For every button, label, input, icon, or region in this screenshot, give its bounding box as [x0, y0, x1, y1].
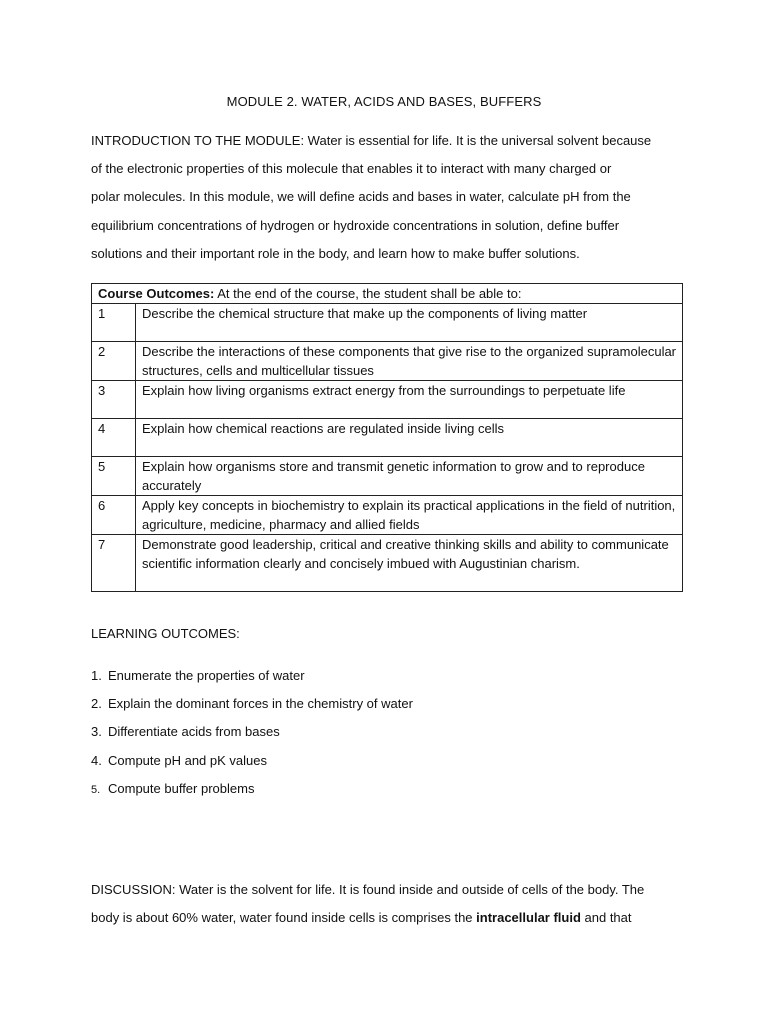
- table-row: [92, 342, 683, 381]
- list-item: [91, 723, 413, 751]
- list-item: [91, 695, 413, 723]
- list-item-text: Compute buffer problems: [108, 780, 255, 796]
- table-header-row: [92, 284, 683, 304]
- outcome-text: Explain how organisms store and transmit genetic information to grow and to reproduce accurately: [136, 457, 683, 496]
- table-row: [92, 381, 683, 419]
- course-outcomes-intro: At the end of the course, the student shall be able to:: [214, 286, 522, 301]
- module-title: MODULE 2. WATER, ACIDS AND BASES, BUFFERS: [226, 94, 542, 109]
- list-item-text: Explain the dominant forces in the chemistry of water: [108, 696, 413, 712]
- learning-outcomes-list: [91, 667, 413, 808]
- outcome-text: Explain how living organisms extract energy from the surroundings to perpetuate life: [136, 381, 683, 419]
- intro-line: polar molecules. In this module, we will define acids and bases in water, calculate pH from the: [91, 189, 631, 205]
- table-header-cell: [92, 284, 683, 304]
- intro-line: equilibrium concentrations of hydrogen or hydroxide concentrations in solution, define buffer: [91, 217, 620, 233]
- list-item: [91, 752, 413, 780]
- list-item: [91, 667, 413, 695]
- intro-line: solutions and their important role in the body, and learn how to make buffer solutions.: [91, 245, 580, 261]
- intro-line: of the electronic properties of this molecule that enables it to interact with many charged or: [91, 161, 612, 177]
- discussion-line: DISCUSSION: Water is the solvent for life. It is found inside and outside of cells of the body. The: [91, 882, 645, 897]
- list-item: [91, 780, 413, 808]
- list-item-number: 3.: [91, 724, 102, 740]
- outcome-number: 6: [92, 496, 136, 535]
- discussion-line-start: body is about 60% water, water found inside cells is comprises the: [91, 910, 477, 926]
- outcome-text: Demonstrate good leadership, critical and creative thinking skills and ability to communicate scientific information clearly and concisely imbued with Augustinian charism.: [136, 535, 683, 592]
- table-row: [92, 535, 683, 592]
- intro-paragraph: [91, 127, 681, 268]
- list-item-number: 4.: [91, 752, 102, 768]
- course-outcomes-table: [91, 283, 683, 592]
- discussion-paragraph: [91, 876, 685, 932]
- list-item-text: Enumerate the properties of water: [108, 668, 305, 683]
- list-item-number: 5.: [91, 783, 101, 796]
- outcome-text: Describe the chemical structure that make up the components of living matter: [136, 304, 683, 342]
- list-item-number: 2.: [91, 696, 102, 712]
- list-item-text: Compute pH and pK values: [108, 752, 267, 768]
- intracellular-fluid-term: intracellular fluid: [476, 910, 581, 926]
- outcome-text: Apply key concepts in biochemistry to explain its practical applications in the field of nutrition, agriculture, medicine, pharmacy and allied fields: [136, 496, 683, 535]
- table-row: [92, 496, 683, 535]
- discussion-line-end: and that: [580, 910, 632, 926]
- list-item-text: Differentiate acids from bases: [108, 724, 280, 740]
- outcome-number: 4: [92, 419, 136, 457]
- outcome-number: 5: [92, 457, 136, 496]
- table-row: [92, 419, 683, 457]
- outcome-number: 3: [92, 381, 136, 419]
- outcome-text: Explain how chemical reactions are regulated inside living cells: [136, 419, 683, 457]
- learning-outcomes-heading: LEARNING OUTCOMES:: [91, 626, 240, 641]
- outcome-number: 7: [92, 535, 136, 592]
- list-item-number: 1.: [91, 668, 102, 683]
- table-row: [92, 457, 683, 496]
- outcome-text: Describe the interactions of these components that give rise to the organized supramolecular structures, cells and multicellular tissues: [136, 342, 683, 381]
- table-row: [92, 304, 683, 342]
- outcome-number: 1: [92, 304, 136, 342]
- outcome-number: 2: [92, 342, 136, 381]
- intro-line: INTRODUCTION TO THE MODULE: Water is essential for life. It is the universal solvent because: [91, 133, 652, 148]
- course-outcomes-label: Course Outcomes:: [98, 286, 215, 301]
